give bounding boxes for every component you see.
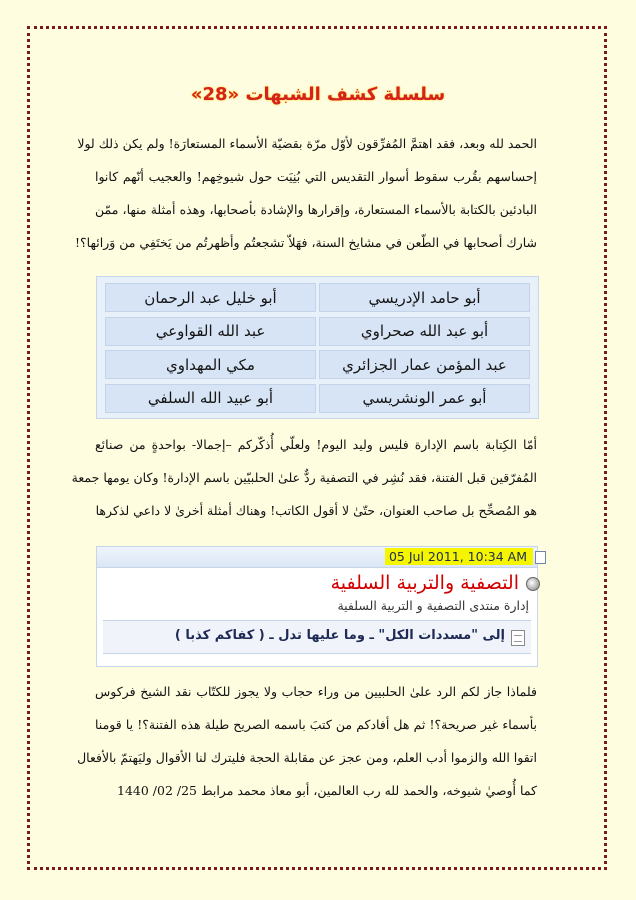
pseudonym-cell: أبو عمر الونشريسي — [319, 384, 530, 413]
pseudonym-cell: أبو عبيد الله السلفي — [105, 384, 316, 413]
pseudonym-cell: أبو عبد الله صحراوي — [319, 317, 530, 346]
middle-line: هو المُصحِّح بل صاحب العنوان، حتّىٰ لا أقول الكاتب! وهناك أمثلة أخرىٰ لا داعي لذكرها — [95, 503, 537, 518]
forum-post-screenshot — [96, 546, 538, 667]
intro-line: شارك أصحابها في الطّعن في مشايخ السنة، فهَلاّ تشجعتُم وأظهرتُم من يَختَفِي من وَرائها؟! — [75, 235, 537, 250]
post-icon — [535, 551, 546, 564]
pseudonym-cell: عبد الله القواوعي — [105, 317, 316, 346]
thread-title[interactable]: إلى "مسددات الكل" ـ وما عليها تدل ـ ( كفاكم كذبا ) — [174, 628, 505, 643]
closing-line: اتقوا الله والزموا أدب العلم، ومن عجز عن مقابلة الحجة فليترك لنا الأقوال وليَهتمّ بالأفعال — [77, 750, 537, 765]
closing-paragraph — [77, 675, 537, 807]
intro-paragraph — [75, 127, 537, 259]
intro-line: البادئين بالكتابة بالأسماء المستعارة، وإقرارها والإشادة بأصحابها، وهذه أمثلة منها، ممّن — [95, 202, 537, 217]
intro-line: الحمد لله وبعد، فقد اهتمَّ المُفرِّقون لأوّل مرّة بقضيّة الأسماء المستعارَة! ولم يكن ذلك لولا — [77, 136, 537, 151]
post-date — [385, 548, 533, 565]
forum-subtitle: إدارة منتدى التصفية و التربية السلفية — [337, 598, 529, 613]
closing-line: كما أُوصيٰ شيوخه، والحمد لله رب العالمين، أبو معاذ محمد مرابط 25/ 02/ 1440 — [117, 783, 537, 798]
post-date-text: 05 Jul 2011, 10:34 AM — [388, 549, 527, 564]
pseudonym-cell: أبو خليل عبد الرحمان — [105, 283, 316, 312]
middle-line: المُفرّقين قبل الفتنة، فقد نُشِر في التصفية ردٌّ علىٰ الحلبيّين باسم الإدارة! وكان يومها جمعة — [71, 470, 537, 485]
forum-name-text: التصفية والتربية السلفية — [330, 572, 519, 594]
middle-line: أمّا الكِتابة باسم الإدارة فليس وليد اليوم! ولعلّي أُذكّركم –إجمالا- بواحدةٍ من صنائع — [95, 437, 537, 452]
closing-line: فلماذا جاز لكم الرد علىٰ الحلبيين من وراء حجاب ولا يجوز للكتّاب نقد الشيخ فركوس — [95, 684, 537, 699]
closing-line: بأسماء غير صريحة؟! ثم هل أفادكم من كتبَ باسمه الصريح طيلة هذه الفتنة؟! يا قومنا — [95, 717, 537, 732]
pseudonym-cell: أبو حامد الإدريسي — [319, 283, 530, 312]
thread-row[interactable] — [103, 620, 531, 654]
document-icon — [511, 630, 525, 646]
pseudonym-cell: مكي المهداوي — [105, 350, 316, 379]
series-title: سلسلة كشف الشبهات «28» — [190, 84, 446, 105]
status-dot-icon — [526, 577, 540, 591]
middle-paragraph — [71, 428, 537, 527]
pseudonym-cell: عبد المؤمن عمار الجزائري — [319, 350, 530, 379]
forum-name[interactable] — [331, 571, 519, 595]
post-header-bar — [97, 547, 537, 568]
intro-line: إحساسهم بقُرب سقوط أسوار التقديس التي بُنِيَت حول شيوخِهم! والعجيب أنّهم كانوا — [95, 169, 537, 184]
pseudonyms-table — [96, 276, 539, 419]
